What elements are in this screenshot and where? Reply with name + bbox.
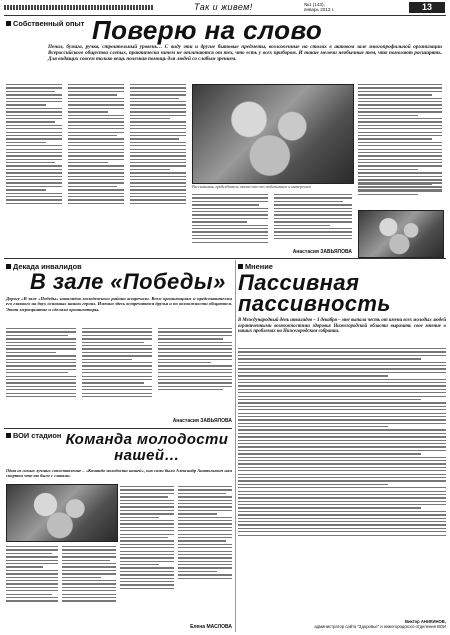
article2-col3: [158, 326, 232, 393]
section-rule-1: [4, 258, 446, 259]
page-number-badge: [409, 2, 445, 13]
article2-col1: [6, 326, 76, 399]
rubric-square-icon: [6, 264, 11, 269]
article1-rubric-text: Собственный опыт: [13, 19, 85, 28]
article1-lead: Пенал, бумага, ручка, строительный уровень… С виду эти и другие бытовые предметы, возложенные на столах в актовом зале многопрофильной организации Всероссийского общества слепых, практически ничем не отличаются от тех, что есть у всех прибором. И такие мелочи необычные тем, что помогают расширять. Для видящих совсем только вещь полезная помощь для людей со слабым зрением.: [48, 44, 442, 63]
article4-lead: Одна из самых лучших сопоставление – «Команда молодости нашей», оно сами были Александр Анатольевич нам спортом что-то было с главами.: [6, 468, 232, 479]
article4-col3: [120, 484, 174, 591]
article1-col3: [130, 82, 186, 206]
article4-rubric-text: ВОИ стадион: [13, 431, 62, 440]
article4-col2: [62, 544, 116, 604]
article3-lead: В Международный день инвалидов – 3 декабря – мне выпала честь от имени всех молодых людей ограниченными возможностями здоровья Нижегородской области выразить свое мнение о наших проблемах на Нижегородском собрании.: [238, 318, 446, 335]
article1-title: Поверю на слово: [92, 15, 323, 45]
header-date: январь 2013 г.: [304, 7, 335, 12]
article2-col2: [82, 326, 152, 399]
column-rule-center: [235, 260, 236, 632]
article3-photo: [358, 210, 444, 258]
article1-col1: [6, 82, 62, 206]
article3-signature-name: Виктор АНИКИНОВ,: [404, 619, 446, 624]
page-header: [4, 2, 446, 14]
article4-signature: Елена МАСЛОВА: [190, 624, 232, 630]
header-decor-bar: [4, 5, 154, 10]
rubric-square-icon: [6, 21, 11, 26]
article4-photo: [6, 484, 118, 542]
article4-col4: [178, 484, 232, 581]
page-number: 13: [421, 2, 432, 12]
article4-col1: [6, 544, 58, 604]
article3-body: [238, 346, 446, 538]
article2-lead: Дорогу «В зале «Победы» инвалидов молодежного района встречали. Всем организациям и представителям его главного на двух основных наших героях. Именно здесь встречаются друзья и по возможности общаются. Этот мероприятие и сделали организаторы.: [6, 296, 232, 312]
article1-col5: [358, 82, 442, 193]
article3-rubric-text: Мнение: [245, 262, 273, 271]
article2-signature: Анастасия ЗАВЬЯЛОВА: [172, 418, 232, 424]
rubric-square-icon: [6, 433, 11, 438]
article1-col2: [68, 82, 124, 206]
article1-col-lower-a: [192, 192, 268, 245]
section-rule-2: [4, 428, 232, 429]
article2-title: В зале «Победы»: [30, 269, 226, 294]
article3-signature: [238, 620, 446, 630]
header-issue-number: №1 (143),: [304, 2, 325, 7]
article3-title: Пассивная пассивность: [238, 270, 391, 316]
article-top-right-col: [358, 178, 442, 197]
article3-signature-role: администратор сайта "Здоровье" и нижегородского отделения ВОИ: [314, 623, 446, 629]
article1-rubric: [6, 19, 84, 28]
article2-rubric-text: Декада инвалидов: [13, 262, 82, 271]
rubric-square-icon: [238, 264, 243, 269]
article1-photo: [192, 84, 354, 184]
header-issue: [304, 2, 334, 12]
article1-caption: Рассказывая, председатель сказал что-то любопытное и интересное: [192, 184, 312, 189]
article4-title: Команда молодости нашей…: [65, 431, 229, 464]
article1-col-lower-b: [274, 192, 352, 242]
article1-signature: Анастасия ЗАВЬЯЛОВА: [292, 249, 352, 255]
header-slogan: Так и живем!: [194, 2, 253, 12]
article4-rubric: [6, 431, 61, 440]
